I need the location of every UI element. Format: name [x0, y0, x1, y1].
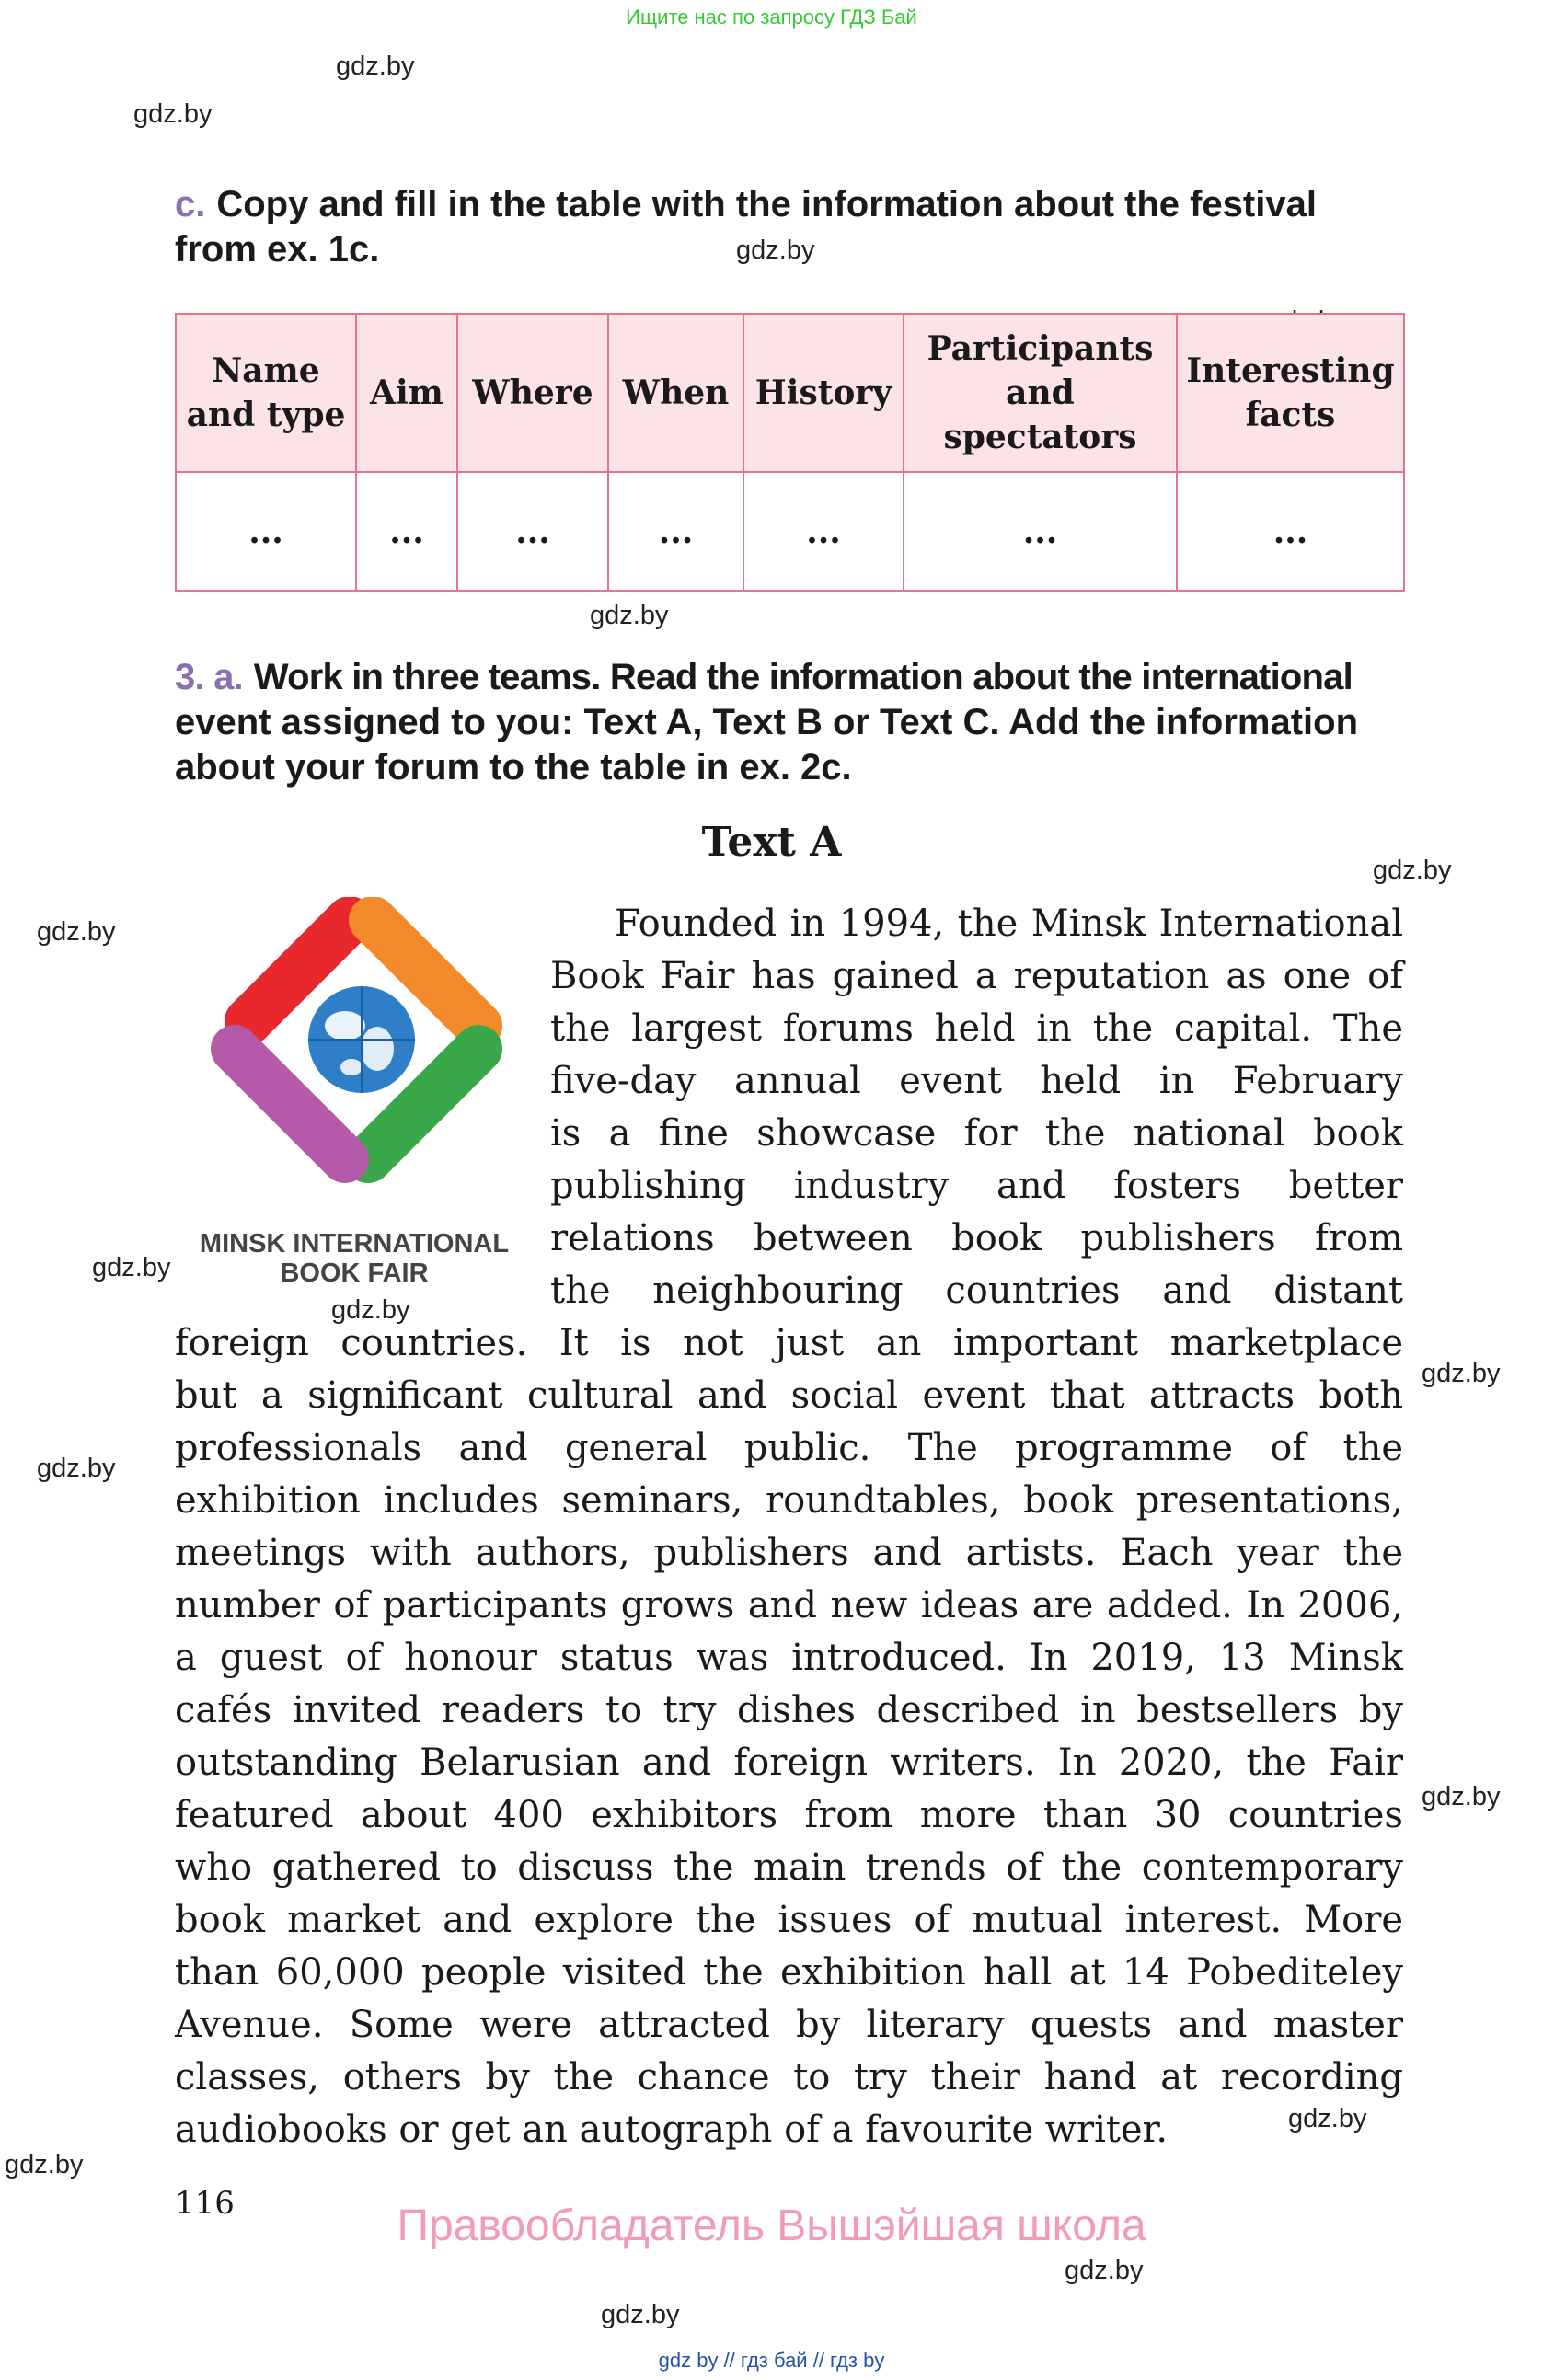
task-c-line1	[175, 182, 1403, 227]
watermark: gdz.by	[37, 917, 116, 947]
watermark: gdz.by	[736, 236, 815, 265]
table-cell: ...	[743, 472, 904, 591]
text-line: meetings with authors, publishers and artists. Each year the	[175, 1532, 1403, 1574]
watermark: gdz.by	[5, 2150, 84, 2179]
text-line: publishing industry and fosters better	[550, 1165, 1403, 1207]
top-note: Ищите нас по запросу ГДЗ Бай	[626, 6, 917, 29]
text-line: featured about 400 exhibitors from more than 30 countries	[175, 1794, 1403, 1836]
header-participants: Participants and spectators	[904, 314, 1177, 472]
table-header-row	[176, 314, 1404, 472]
text-line: Avenue. Some were attracted by literary quests and master	[175, 2004, 1403, 2046]
table-cell: ...	[457, 472, 608, 591]
text-line: but a significant cultural and social event that attracts both	[175, 1374, 1403, 1417]
text-line: five-day annual event held in February	[550, 1060, 1403, 1102]
header-when: When	[608, 314, 743, 472]
watermark: gdz.by	[92, 1253, 171, 1282]
task-3a-text: Work in three teams. Read the information about the international	[253, 657, 1353, 697]
header-aim: Aim	[356, 314, 457, 472]
task-c-line2: from ex. 1c.	[175, 229, 380, 270]
task-c-marker: c.	[175, 184, 206, 224]
text-line: the largest forums held in the capital. The	[550, 1007, 1403, 1050]
header-name-and-type: Name and type	[176, 314, 356, 472]
header-where: Where	[457, 314, 608, 472]
watermark: gdz.by	[133, 99, 213, 129]
watermark: gdz.by	[1373, 856, 1452, 885]
text-line: audiobooks or get an autograph of a favourite writer.	[175, 2109, 1169, 2151]
header-history: History	[743, 314, 904, 472]
text-line: is a fine showcase for the national book	[550, 1112, 1403, 1155]
text-line: Founded in 1994, the Minsk International	[615, 903, 1403, 945]
text-line: a guest of honour status was introduced. In 2019, 13 Minsk	[175, 1637, 1403, 1679]
logo-caption-line1: MINSK INTERNATIONAL	[199, 1229, 510, 1259]
table-cell: ...	[904, 472, 1177, 591]
task-c-text: Copy and fill in the table with the information about the festival	[216, 184, 1317, 224]
watermark: gdz.by	[37, 1454, 116, 1483]
table-cell: ...	[356, 472, 457, 591]
footer-links[interactable]: gdz by // гдз бай // гдз by	[658, 2349, 885, 2372]
text-line: book market and explore the issues of mutual interest. More	[175, 1899, 1403, 1941]
watermark: gdz.by	[1422, 1782, 1501, 1811]
watermark: gdz.by	[336, 52, 415, 81]
table-cell: ...	[608, 472, 743, 591]
text-line: outstanding Belarusian and foreign writers. In 2020, the Fair	[175, 1742, 1403, 1784]
text-line: number of participants grows and new ideas are added. In 2006,	[175, 1584, 1403, 1627]
task-3a-line3: about your forum to the table in ex. 2c.	[175, 747, 852, 788]
text-line: Book Fair has gained a reputation as one of	[550, 955, 1403, 997]
rights-holder-watermark: Правообладатель Вышэйшая школа	[397, 2202, 1146, 2250]
text-line: professionals and general public. The programme of the	[175, 1427, 1403, 1469]
logo-caption-line2: BOOK FAIR	[280, 1259, 429, 1283]
book-fair-logo-icon	[184, 897, 534, 1283]
task-3a-marker: 3. a.	[175, 657, 243, 697]
text-line: relations between book publishers from	[550, 1217, 1403, 1259]
task-3a-line1	[175, 655, 1403, 700]
text-a-title: Text A	[701, 819, 842, 866]
table-cell: ...	[1177, 472, 1404, 591]
page-number: 116	[175, 2185, 235, 2222]
text-line: exhibition includes seminars, roundtables, book presentations,	[175, 1479, 1403, 1522]
watermark: gdz.by	[590, 601, 669, 630]
header-interesting-facts: Interesting facts	[1177, 314, 1404, 472]
text-line: foreign countries. It is not just an important marketplace	[175, 1322, 1403, 1364]
watermark: gdz.by	[331, 1295, 410, 1325]
festival-table	[175, 313, 1405, 592]
text-line: than 60,000 people visited the exhibition hall at 14 Pobediteley	[175, 1951, 1403, 1994]
text-line: the neighbouring countries and distant	[550, 1270, 1403, 1312]
task-3a-line2: event assigned to you: Text A, Text B or Text C. Add the information	[175, 702, 1359, 742]
table-cell: ...	[176, 472, 356, 591]
watermark: gdz.by	[1288, 2104, 1367, 2133]
text-line: classes, others by the chance to try their hand at recording	[175, 2056, 1403, 2098]
watermark: gdz.by	[1422, 1359, 1501, 1388]
text-line: who gathered to discuss the main trends of the contemporary	[175, 1846, 1403, 1889]
watermark: gdz.by	[1065, 2256, 1144, 2285]
book-fair-logo	[184, 897, 534, 1283]
watermark: gdz.by	[601, 2300, 680, 2329]
table-row	[176, 472, 1404, 591]
text-line: cafés invited readers to try dishes described in bestsellers by	[175, 1689, 1403, 1731]
